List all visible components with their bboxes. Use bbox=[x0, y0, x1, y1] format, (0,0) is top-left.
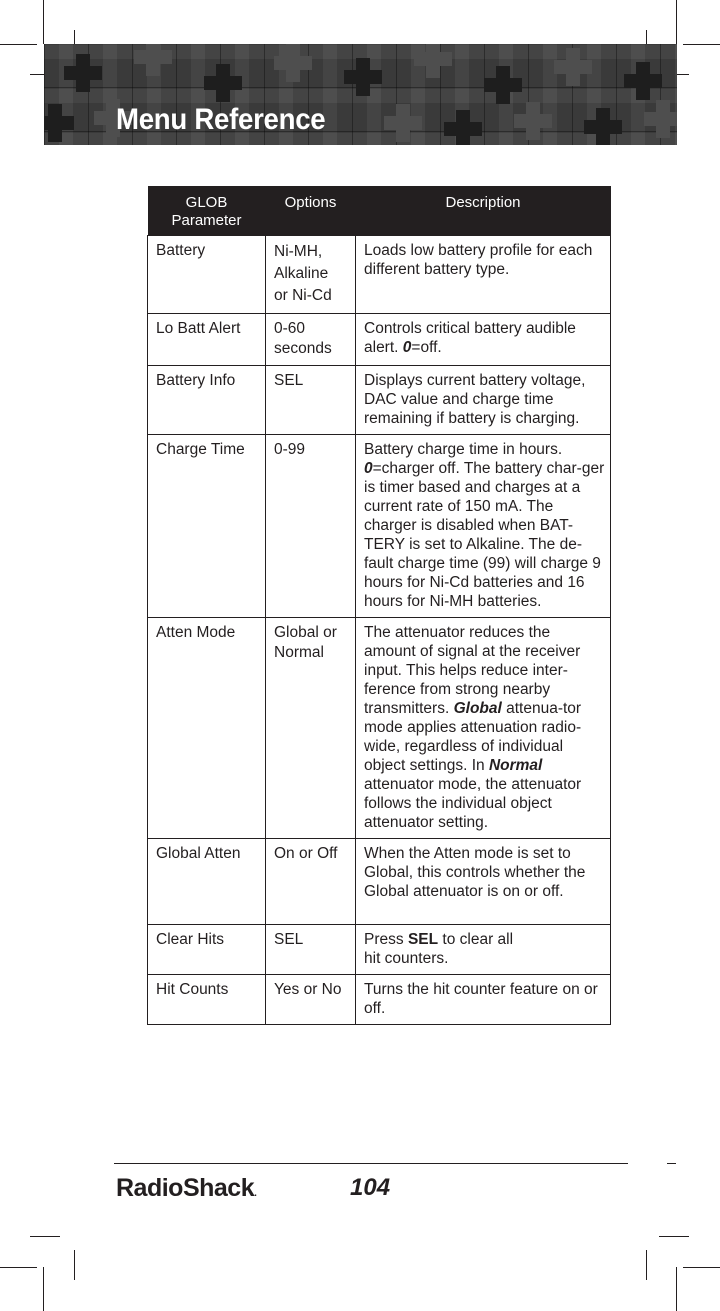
crop-mark bbox=[43, 1267, 44, 1311]
table-row bbox=[148, 925, 611, 975]
crop-mark bbox=[659, 1236, 689, 1237]
options-cell: Yes or No bbox=[266, 975, 356, 1025]
parameter-cell: Atten Mode bbox=[148, 618, 266, 839]
description-cell: When the Atten mode is set to Global, this controls whether the Global attenuator is on or off. bbox=[356, 839, 611, 925]
crop-mark bbox=[676, 0, 677, 44]
table-header-row bbox=[148, 186, 611, 236]
column-header: Options bbox=[266, 186, 356, 236]
options-cell: SEL bbox=[266, 366, 356, 435]
options-cell: SEL bbox=[266, 925, 356, 975]
crop-mark bbox=[683, 1267, 720, 1268]
table-row bbox=[148, 839, 611, 925]
radioshack-logo bbox=[116, 1174, 256, 1203]
description-cell: Battery charge time in hours. 0=charger off. The battery char-ger is timer based and charges at a current rate of 150 mA. The charger is disabled when BAT-TERY is set to Alkaline. The de-fault charge time (99) will charge 9 hours for Ni-Cd batteries and 16 hours for Ni-MH batteries. bbox=[356, 435, 611, 618]
options-cell: On or Off bbox=[266, 839, 356, 925]
options-cell: 0-99 bbox=[266, 435, 356, 618]
parameter-cell: Charge Time bbox=[148, 435, 266, 618]
page-number: 104 bbox=[350, 1174, 391, 1201]
crop-mark bbox=[0, 44, 37, 45]
crop-mark bbox=[43, 0, 44, 44]
parameter-cell: Battery Info bbox=[148, 366, 266, 435]
options-cell: Global or Normal bbox=[266, 618, 356, 839]
brand-suffix: . bbox=[254, 1188, 257, 1199]
parameter-cell: Global Atten bbox=[148, 839, 266, 925]
table-row bbox=[148, 236, 611, 314]
description-cell: The attenuator reduces the amount of signal at the receiver input. This helps reduce inter-ference from strong nearby transmitters. Global attenua-tor mode applies attenuation radio-wide, regardless of individual object settings. In Normal attenuator mode, the attenuator follows the individual object attenuator setting. bbox=[356, 618, 611, 839]
description-cell: Controls critical battery audible alert. 0=off. bbox=[356, 314, 611, 366]
parameter-cell: Hit Counts bbox=[148, 975, 266, 1025]
crop-mark bbox=[30, 1236, 60, 1237]
parameter-cell: Battery bbox=[148, 236, 266, 314]
description-cell: Press SEL to clear all hit counters. bbox=[356, 925, 611, 975]
parameter-cell: Clear Hits bbox=[148, 925, 266, 975]
description-cell: Displays current battery voltage, DAC value and charge time remaining if battery is charging. bbox=[356, 366, 611, 435]
description-cell: Loads low battery profile for each different battery type. bbox=[356, 236, 611, 314]
crop-mark bbox=[74, 1250, 75, 1280]
table-row bbox=[148, 618, 611, 839]
glob-parameter-table bbox=[147, 186, 611, 1025]
options-cell: 0-60 seconds bbox=[266, 314, 356, 366]
footer-dash bbox=[667, 1163, 676, 1164]
table-row bbox=[148, 314, 611, 366]
crop-mark bbox=[0, 1267, 37, 1268]
crop-mark bbox=[683, 44, 720, 45]
page-title: Menu Reference bbox=[116, 103, 326, 136]
table-row bbox=[148, 435, 611, 618]
options-cell: Ni-MH, Alkaline or Ni-Cd bbox=[266, 236, 356, 314]
table-row bbox=[148, 975, 611, 1025]
crop-mark bbox=[646, 1250, 647, 1280]
brand-name: RadioShack bbox=[116, 1174, 255, 1202]
crop-mark bbox=[676, 1267, 677, 1311]
footer-rule bbox=[114, 1163, 628, 1164]
column-header: Description bbox=[356, 186, 611, 236]
description-cell: Turns the hit counter feature on or off. bbox=[356, 975, 611, 1025]
table-row bbox=[148, 366, 611, 435]
parameter-cell: Lo Batt Alert bbox=[148, 314, 266, 366]
column-header: GLOB Parameter bbox=[148, 186, 266, 236]
